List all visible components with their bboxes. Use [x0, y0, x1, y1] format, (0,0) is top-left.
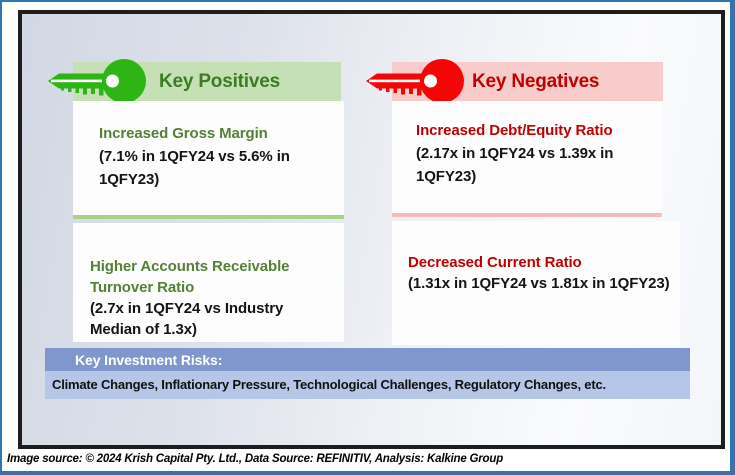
investment-risks-title: Key Investment Risks: [45, 348, 690, 371]
investment-risks-list: Climate Changes, Inflationary Pressure, Technological Challenges, Regulatory Changes, etc. [45, 371, 690, 399]
key-icon-green [46, 58, 146, 104]
negative-item-detail: (1.31x in 1QFY24 vs 1.81x in 1QFY23) [408, 275, 670, 292]
positive-card-gross-margin [73, 101, 344, 219]
positive-item-title: Higher Accounts Receivable Turnover Ratio [90, 258, 290, 296]
negative-card-current-ratio [392, 221, 680, 345]
key-positives-title: Key Positives [159, 71, 280, 92]
negative-item-title: Increased Debt/Equity Ratio [416, 122, 613, 139]
positive-item-title: Increased Gross Margin [99, 125, 268, 142]
negative-item-detail: (2.17x in 1QFY24 vs 1.39x in 1QFY23) [416, 145, 614, 185]
negative-card-debt-equity [392, 101, 662, 217]
positive-card-receivable-turnover [73, 223, 344, 342]
positive-item-detail: (2.7x in 1QFY24 vs Industry Median of 1.3x) [90, 300, 284, 338]
key-negatives-title: Key Negatives [472, 71, 600, 92]
investment-risks-bar [45, 348, 690, 399]
negative-item-title: Decreased Current Ratio [408, 254, 582, 271]
positive-item-detail: (7.1% in 1QFY24 vs 5.6% in 1QFY23) [99, 148, 290, 188]
key-icon-red [364, 58, 464, 104]
image-source-caption: Image source: © 2024 Krish Capital Pty. Ltd., Data Source: REFINITIV, Analysis: Kalkine Group [7, 453, 504, 465]
